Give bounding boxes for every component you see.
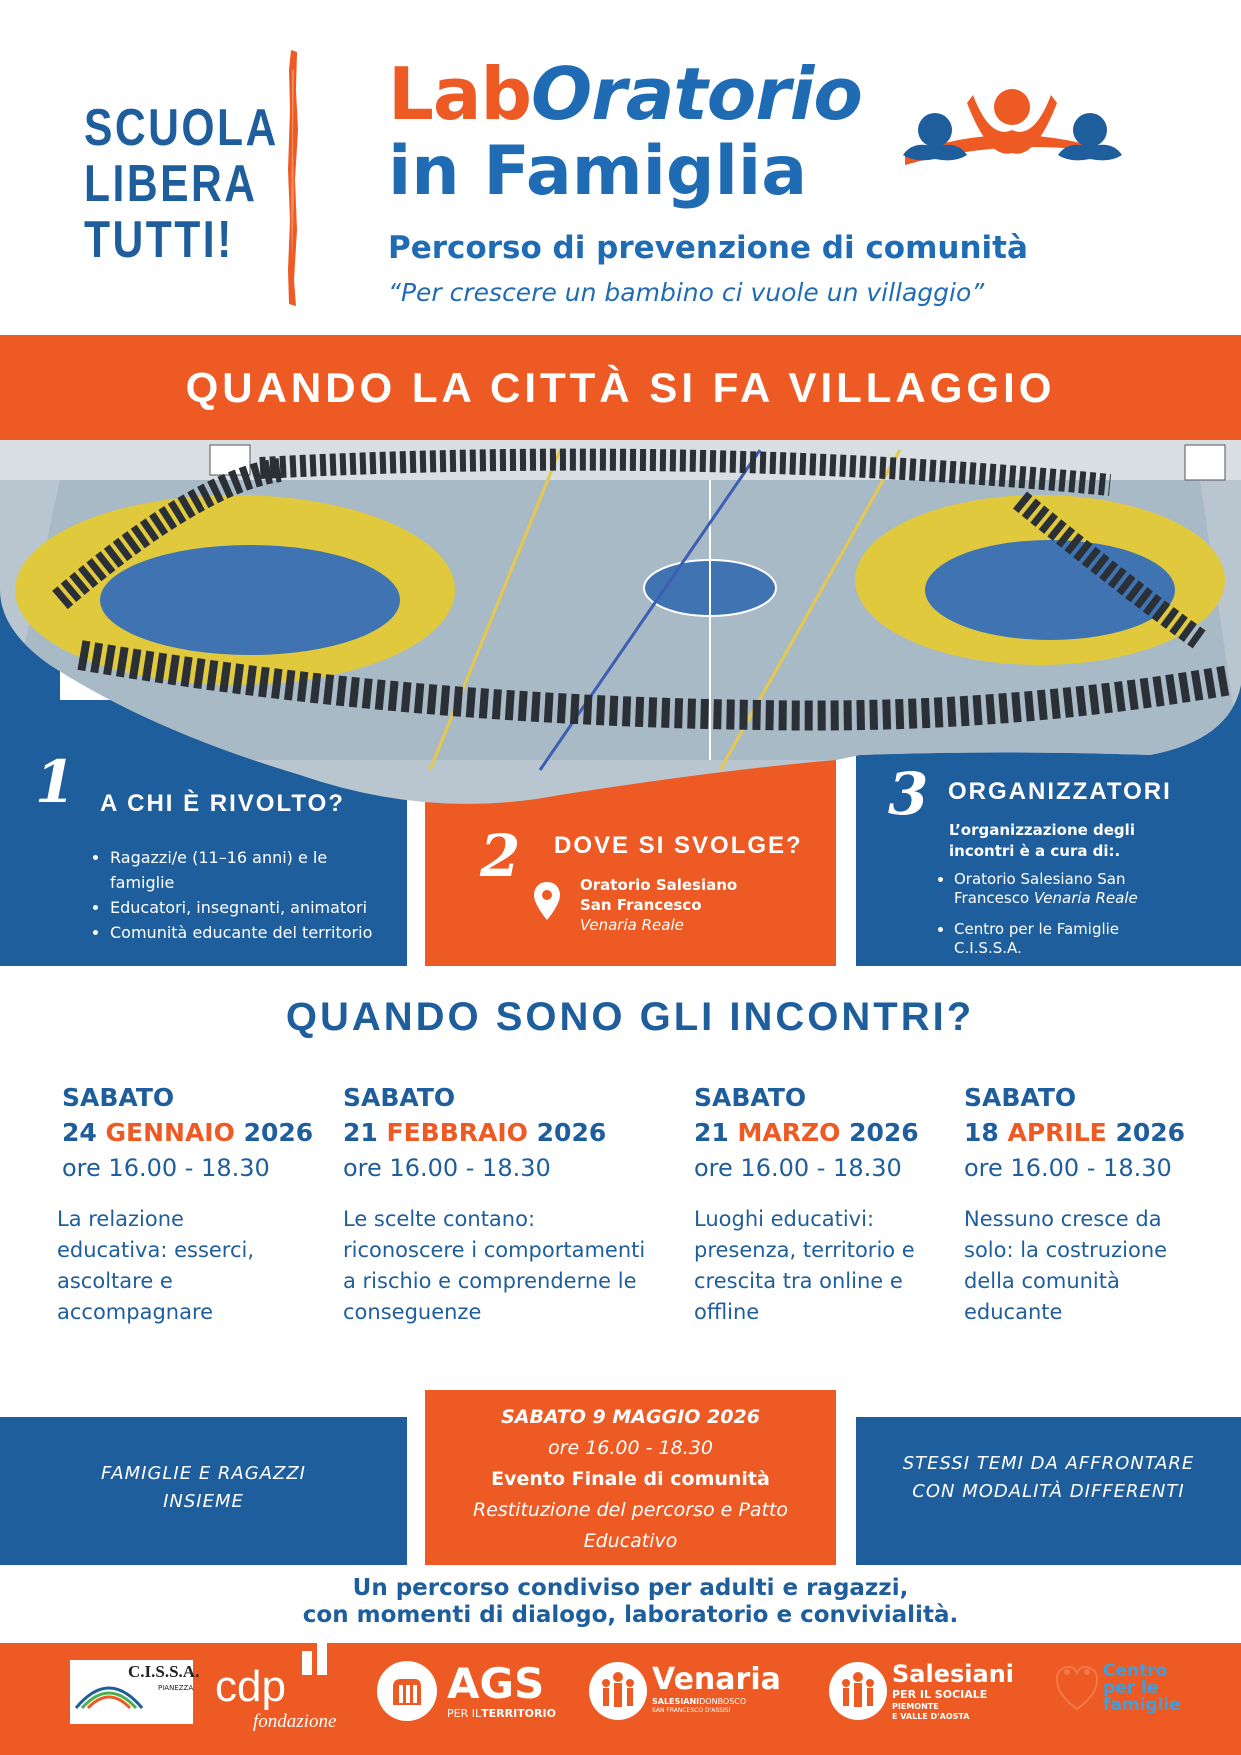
scuola-line-1: SCUOLA <box>84 99 279 157</box>
meeting-date <box>694 1115 934 1150</box>
final-left-text: FAMIGLIE E RAGAZZI INSIEME <box>101 1463 306 1512</box>
meeting-desc: Luoghi educativi: presenza, territorio e crescita tra online e offline <box>694 1207 915 1324</box>
meeting-2 <box>343 1080 653 1328</box>
meeting-3 <box>694 1080 934 1328</box>
section-2-heading: DOVE SI SVOLGE? <box>554 832 803 859</box>
date-year: 2026 <box>243 1118 314 1147</box>
heart-family-icon <box>1055 1663 1099 1713</box>
section-1-number: 1 <box>35 748 76 816</box>
cdp-sub: fondazione <box>253 1711 337 1732</box>
meeting-time: ore 16.00 - 18.30 <box>343 1154 551 1182</box>
meeting-desc: Nessuno cresce da solo: la costruzione della comunità educante <box>964 1207 1168 1324</box>
location-line-1: Oratorio Salesiano <box>580 876 738 894</box>
section-2-number: 2 <box>480 822 521 890</box>
date-month: APRILE <box>1007 1118 1107 1147</box>
ags-sub-a: PER IL <box>447 1707 482 1720</box>
meeting-day: SABATO <box>62 1083 175 1112</box>
final-event-time: ore 16.00 - 18.30 <box>548 1437 713 1459</box>
final-event-desc: Restituzione del percorso e Patto Educativo <box>472 1499 789 1552</box>
meeting-desc: Le scelte contano: riconoscere i comportamenti a rischio e comprenderne le conseguenze <box>343 1207 646 1324</box>
salesiani-people-icon <box>588 1661 648 1721</box>
ags-logo <box>375 1659 556 1727</box>
list-item: • Ragazzi/e (11–16 anni) e le famiglie <box>110 845 388 895</box>
salesiani-logo <box>828 1660 1015 1725</box>
location-city: Venaria Reale <box>580 916 684 934</box>
venaria-sub2: SAN FRANCESCO D'ASSISI <box>652 1707 731 1714</box>
centro-line-2: per le <box>1103 1678 1159 1698</box>
salesiani-people-icon <box>828 1661 888 1721</box>
section-1-list <box>88 845 388 945</box>
cissa-name: C.I.S.S.A. <box>128 1662 200 1681</box>
title-laboratorio <box>388 52 862 136</box>
scuola-line-2: LIBERA <box>84 155 258 213</box>
salesiani-sub3: E VALLE D'AOSTA <box>892 1712 970 1721</box>
date-num: 24 <box>62 1118 97 1147</box>
meeting-time: ore 16.00 - 18.30 <box>964 1154 1172 1182</box>
centro-name <box>1103 1663 1181 1714</box>
meeting-day: SABATO <box>343 1083 456 1112</box>
meeting-day: SABATO <box>694 1083 807 1112</box>
cissa-sub: PIANEZZA <box>158 1684 194 1692</box>
ags-hand-icon <box>375 1659 439 1723</box>
list-item: • Centro per le Famiglie C.I.S.S.A. <box>954 920 1182 958</box>
salesiani-name: Salesiani <box>892 1660 1015 1688</box>
date-year: 2026 <box>536 1118 607 1147</box>
venaria-sub-b: DONBOSCO <box>699 1697 747 1706</box>
final-left-block <box>0 1417 407 1565</box>
organizer-1-name: Oratorio Salesiano San Francesco <box>954 870 1126 907</box>
section-3-heading: ORGANIZZATORI <box>948 778 1172 805</box>
ags-sub-b: TERRITORIO <box>481 1707 556 1720</box>
scuola-libera-tutti <box>84 99 279 269</box>
list-item: • Educatori, insegnanti, animatori <box>110 895 388 920</box>
section-1-heading: A CHI È RIVOLTO? <box>100 790 345 817</box>
banner <box>0 335 1241 440</box>
meeting-time: ore 16.00 - 18.30 <box>62 1154 270 1182</box>
meeting-date <box>343 1115 653 1150</box>
date-num: 18 <box>964 1118 999 1147</box>
cdp-logo <box>215 1662 337 1732</box>
cdp-bar-icon <box>302 1651 312 1675</box>
section-3-intro: L’organizzazione degli incontri è a cura di:. <box>949 821 1135 860</box>
centro-famiglie-logo <box>1055 1661 1181 1717</box>
section-3-list <box>932 870 1182 958</box>
closing-line-2: con momenti di dialogo, laboratorio e convivialità. <box>302 1602 959 1628</box>
centro-line-3: famiglie <box>1103 1695 1181 1715</box>
title-lab: Lab <box>388 52 532 136</box>
ags-sub <box>447 1707 556 1720</box>
date-num: 21 <box>694 1118 729 1147</box>
final-event-content <box>425 1402 836 1557</box>
brush-stroke-divider <box>282 50 304 306</box>
venaria-name: Venaria <box>652 1662 781 1697</box>
list-item <box>954 870 1182 908</box>
section-3-number: 3 <box>888 760 929 828</box>
cdp-name: cdp <box>215 1662 286 1711</box>
venaria-logo <box>588 1661 781 1725</box>
date-month: FEBBRAIO <box>386 1118 528 1147</box>
date-month: MARZO <box>737 1118 841 1147</box>
banner-title: QUANDO LA CITTÀ SI FA VILLAGGIO <box>185 364 1056 411</box>
salesiani-sub1: PER IL SOCIALE <box>892 1688 988 1701</box>
ags-name: AGS <box>447 1659 545 1708</box>
meeting-date <box>62 1115 312 1150</box>
location-line-2: San Francesco <box>580 896 702 914</box>
meeting-day: SABATO <box>964 1083 1077 1112</box>
venaria-sub-a: SALESIANI <box>652 1697 700 1706</box>
final-event-title: Evento Finale di comunità <box>491 1468 770 1490</box>
quote: “Per crescere un bambino ci vuole un villaggio” <box>388 278 985 307</box>
meeting-time: ore 16.00 - 18.30 <box>694 1154 902 1182</box>
subtitle: Percorso di prevenzione di comunità <box>388 230 1028 266</box>
meeting-desc: La relazione educativa: esserci, ascoltare e accompagnare <box>57 1207 255 1324</box>
meeting-1 <box>57 1080 314 1328</box>
family-logo <box>895 85 1130 195</box>
date-month: GENNAIO <box>105 1118 235 1147</box>
date-year: 2026 <box>849 1118 919 1147</box>
closing-line-1: Un percorso condiviso per adulti e ragazzi, <box>352 1575 909 1601</box>
meetings-title: QUANDO SONO GLI INCONTRI? <box>285 995 975 1039</box>
location-name <box>580 875 737 935</box>
date-num: 21 <box>343 1118 378 1147</box>
final-right-text: STESSI TEMI DA AFFRONTARE CON MODALITÀ DIFFERENTI <box>902 1453 1195 1502</box>
date-year: 2026 <box>1115 1118 1186 1147</box>
list-item: • Comunità educante del territorio <box>110 920 388 945</box>
final-event-block <box>425 1390 836 1565</box>
location-pin-icon <box>532 880 562 922</box>
meeting-4 <box>964 1080 1204 1328</box>
scuola-line-3: TUTTI! <box>84 211 234 269</box>
venaria-sub <box>652 1697 746 1706</box>
title-in-famiglia: in Famiglia <box>388 132 808 211</box>
closing-text <box>0 1575 1241 1629</box>
salesiani-sub2: PIEMONTE <box>892 1702 939 1711</box>
cissa-logo <box>70 1660 200 1724</box>
centro-line-1: Centro <box>1103 1661 1168 1681</box>
title-oratorio: Oratorio <box>531 52 862 136</box>
cdp-bar-icon <box>317 1643 327 1675</box>
organizer-1-city: Venaria Reale <box>1033 889 1138 907</box>
meeting-date <box>964 1115 1204 1150</box>
footer-logos <box>0 1643 1241 1755</box>
final-event-date: SABATO 9 MAGGIO 2026 <box>501 1406 760 1428</box>
final-right-block <box>856 1417 1241 1565</box>
